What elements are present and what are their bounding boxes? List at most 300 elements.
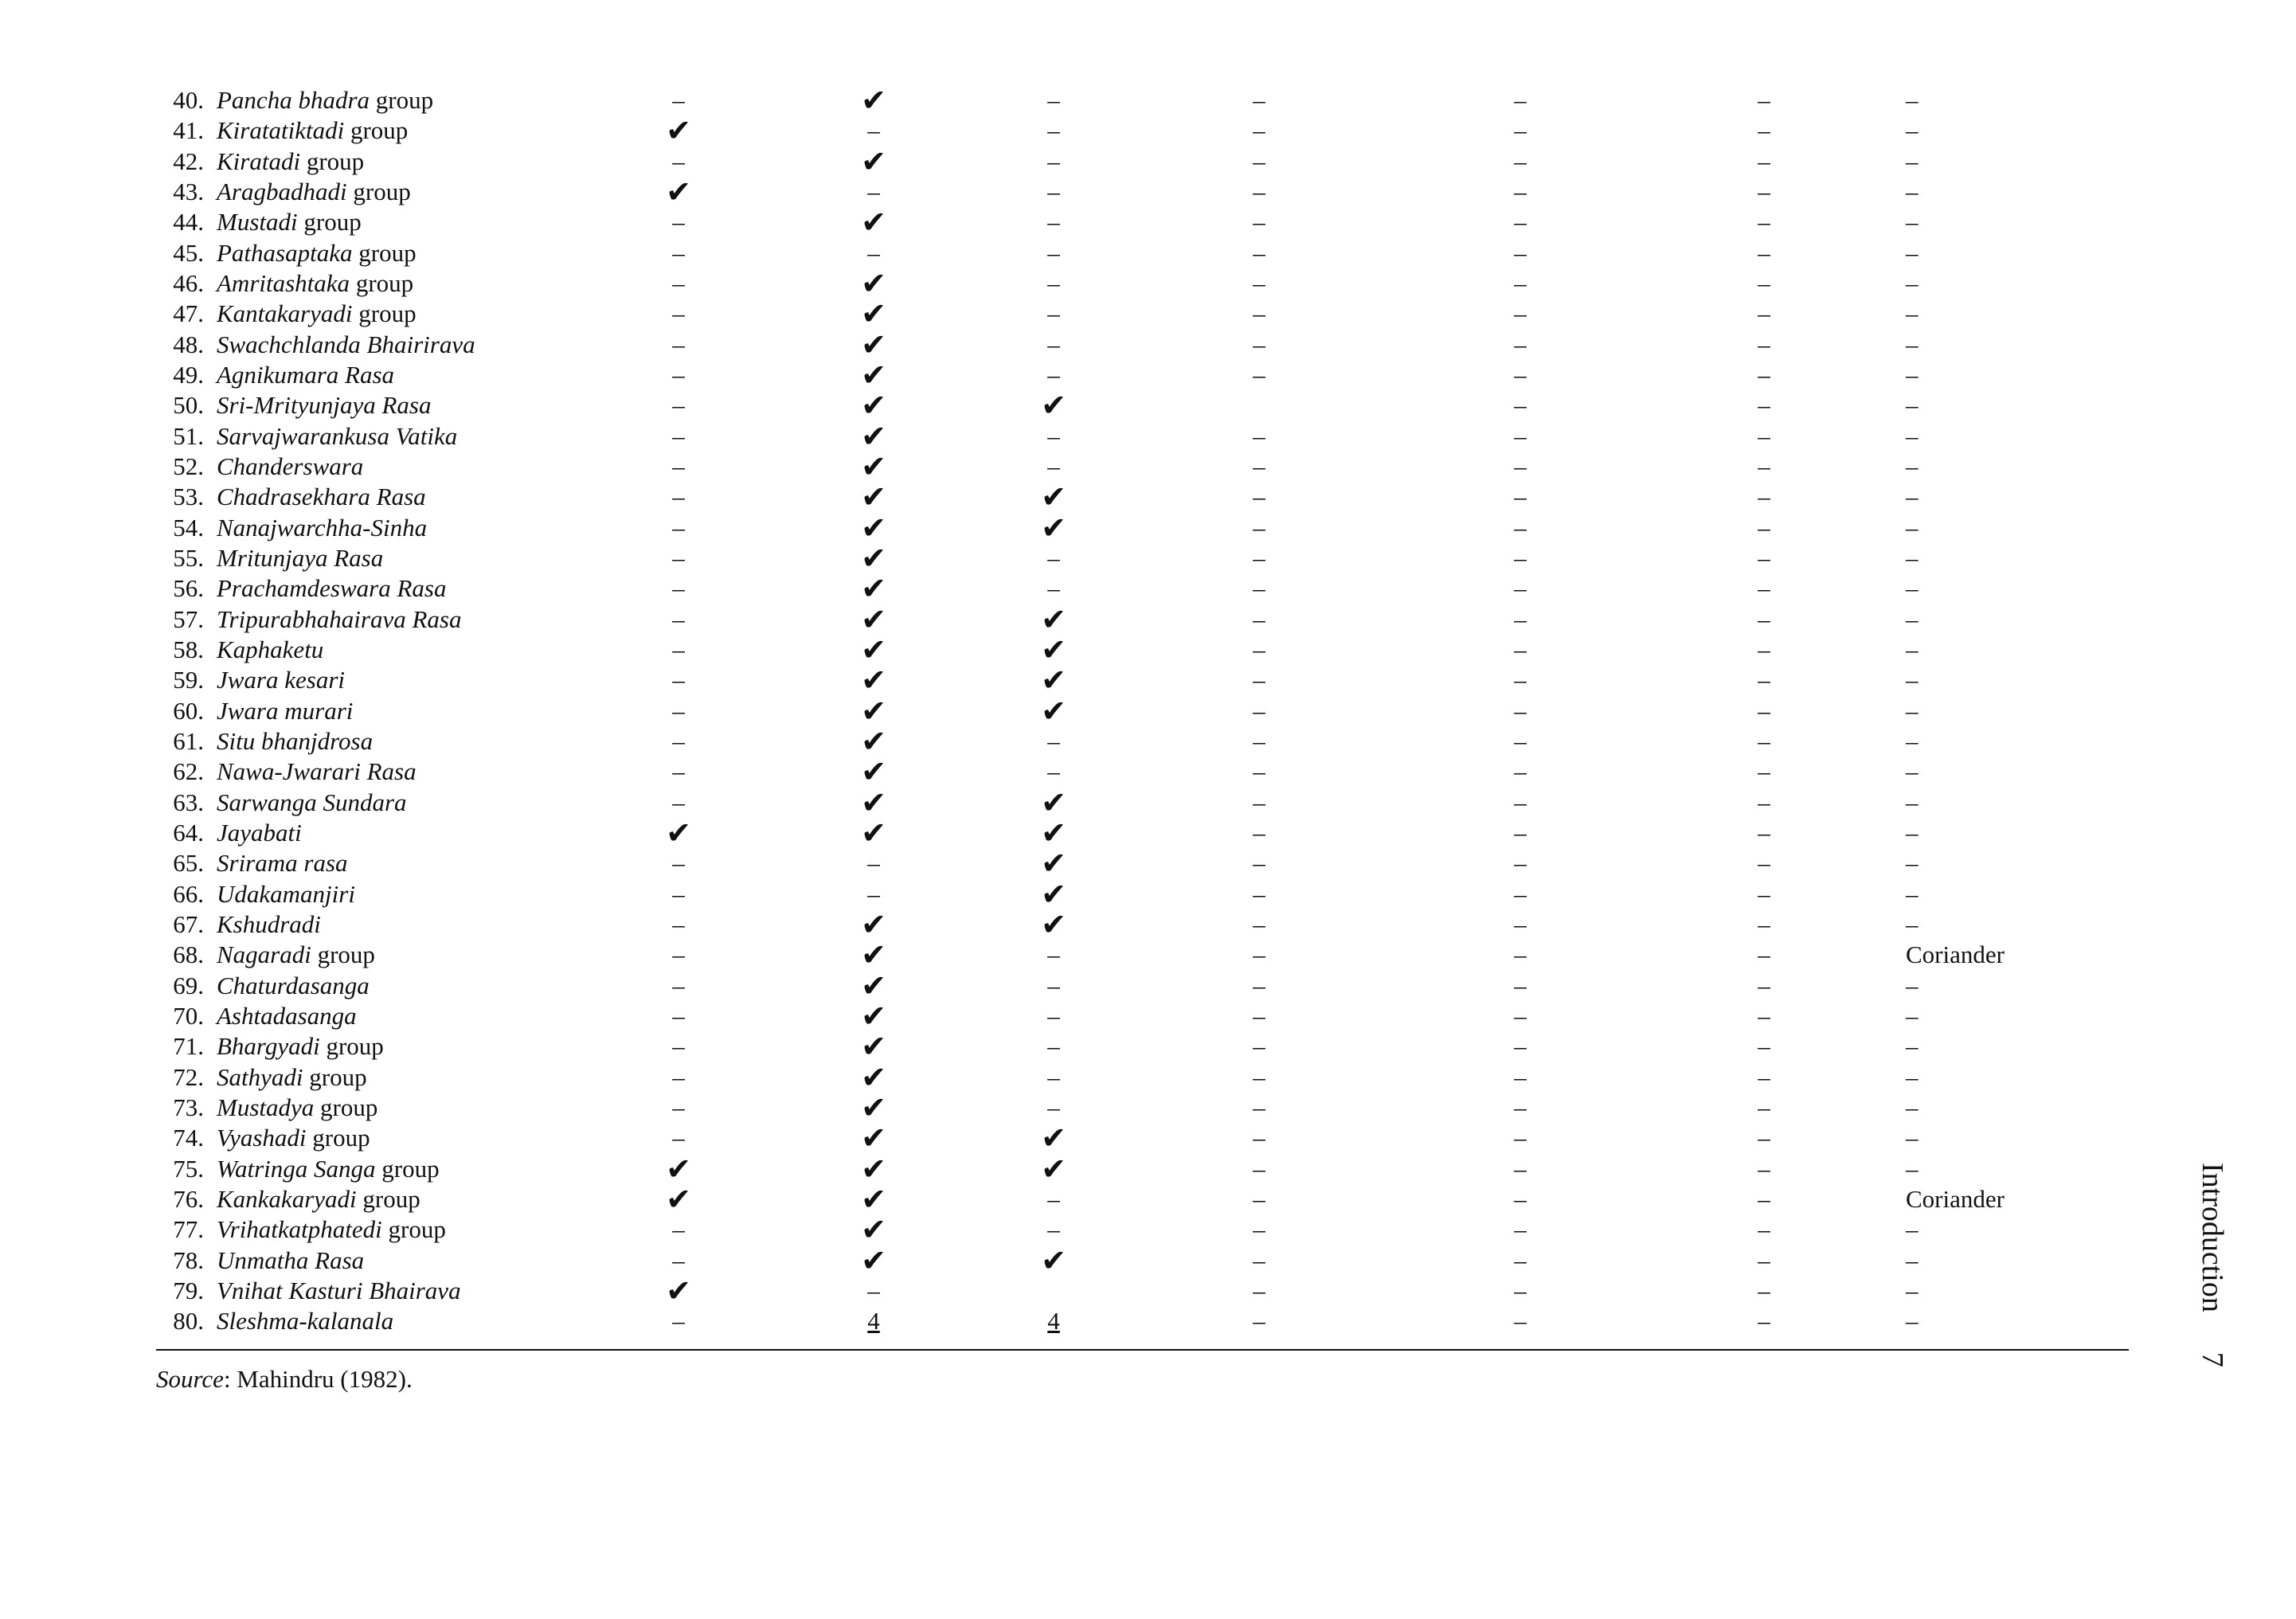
check-icon: ✔ [861,693,886,729]
table-cell: – [1514,1307,1527,1335]
table-cell: – [1514,879,1527,908]
table-cell: – [672,574,685,603]
table-cell: – [672,513,685,542]
preparation-name [217,1031,384,1062]
table-cell: – [1047,208,1060,237]
table-cell: – [672,452,685,480]
source-note [156,1363,413,1395]
row-number: 54. [173,513,204,542]
table-cell: – [1758,1154,1770,1183]
preparation-name [217,452,363,482]
preparation-name-italic: Swachchlanda Bhairirava [217,330,475,358]
check-icon: ✔ [861,448,886,484]
table-cell: – [672,330,685,358]
table-row [0,754,2296,790]
check-icon: ✔ [1041,479,1066,515]
table-cell: – [1253,604,1265,633]
table-cell: – [1047,421,1060,450]
row-number: 46. [173,268,204,297]
table-cell: – [1758,696,1770,725]
preparation-name [217,238,417,268]
preparation-name-italic: Mustadi [217,208,298,237]
table-cell: – [1047,116,1060,145]
check-icon: ✔ [861,601,886,637]
table-cell: – [1514,116,1527,145]
table-cell: – [1047,238,1060,267]
table-cell: – [1514,177,1527,205]
table-cell: – [1758,1124,1770,1152]
table-cell: – [1047,1093,1060,1121]
row-number: 43. [173,177,204,205]
table-cell: – [1906,147,1919,175]
preparation-name [217,818,302,848]
table-cell: – [672,1062,685,1091]
check-icon: ✔ [1041,510,1066,546]
row-number: 72. [173,1062,204,1091]
table-cell: – [1514,1154,1527,1183]
check-icon: ✔ [1041,601,1066,637]
row-number: 57. [173,604,204,633]
table-cell: – [1253,666,1265,694]
table-cell: – [1253,86,1265,114]
row-number: 79. [173,1276,204,1304]
preparation-name-italic: Jwara kesari [217,666,346,694]
table-cell: – [1758,1307,1770,1335]
row-number: 60. [173,696,204,725]
preparation-name-italic: Sarwanga Sundara [217,788,407,816]
table-cell: – [1906,818,1919,847]
check-icon: ✔ [861,357,886,393]
check-icon: ✔ [1041,906,1066,942]
preparation-name [217,848,348,878]
preparation-name-italic: Jwara murari [217,696,354,725]
table-cell: – [1758,421,1770,450]
table-cell: – [1514,604,1527,633]
row-number: 67. [173,909,204,938]
preparation-name [217,299,417,329]
check-icon: ✔ [1041,693,1066,729]
table-cell: – [1906,604,1919,633]
preparation-name [217,115,408,146]
table-cell: – [1253,1215,1265,1244]
table-cell: – [1253,268,1265,297]
table-cell: – [1906,909,1919,938]
table-row [0,723,2296,759]
preparation-name [217,879,355,909]
table-cell: – [1514,208,1527,237]
table-cell: – [1514,543,1527,572]
table-cell: Coriander [1906,1184,2005,1213]
table-row [0,663,2296,698]
table-cell: – [1514,909,1527,938]
table-cell: – [672,1215,685,1244]
table-cell: – [1906,1154,1919,1183]
preparation-name-italic: Chanderswara [217,452,364,480]
row-number: 63. [173,788,204,816]
table-cell: – [1253,1062,1265,1091]
table-cell: – [1906,696,1919,725]
preparation-name-italic: Kshudradi [217,909,321,938]
table-cell: – [1514,360,1527,389]
check-icon: ✔ [1041,632,1066,667]
table-cell: – [1253,147,1265,175]
preparation-name-suffix: group [346,177,411,205]
table-cell: – [1514,86,1527,114]
table-row [0,83,2296,118]
table-cell: – [1758,849,1770,878]
row-number: 62. [173,757,204,786]
table-cell: – [1514,268,1527,297]
table-cell: – [1758,330,1770,358]
table-cell: – [1758,483,1770,511]
preparation-name-italic: Sri-Mrityunjaya Rasa [217,391,432,420]
table-cell: – [1758,666,1770,694]
preparation-name-italic: Amritashtaka [217,268,350,297]
table-row [0,418,2296,454]
check-icon: ✔ [861,1151,886,1187]
row-number: 70. [173,1001,204,1030]
preparation-name [217,268,413,299]
check-icon: ✔ [1041,663,1066,698]
table-cell: – [1253,1093,1265,1121]
preparation-name-suffix: group [356,1184,420,1213]
preparation-name [217,1276,461,1306]
table-cell: – [1047,299,1060,328]
table-cell: – [1047,941,1060,969]
table-cell: – [1906,1246,1919,1274]
table-row [0,632,2296,667]
table-row [0,815,2296,851]
table-cell: – [1906,1307,1919,1335]
table-cell: – [1514,635,1527,663]
table-row [0,143,2296,179]
check-icon: ✔ [666,1151,691,1187]
table-cell: – [672,360,685,389]
table-cell: – [1514,391,1527,420]
table-cell: – [1906,177,1919,205]
table-cell: – [672,604,685,633]
table-cell: – [672,696,685,725]
preparation-name-italic: Srirama rasa [217,849,348,878]
table-cell: – [1758,513,1770,542]
preparation-name-italic: Mustadya [217,1093,315,1121]
preparation-name-suffix: group [297,208,362,237]
table-cell: – [1514,1276,1527,1304]
table-cell: – [1253,788,1265,816]
preparation-name-italic: Pathasaptaka [217,238,353,267]
table-cell: – [672,971,685,999]
check-icon: ✔ [861,663,886,698]
table-cell: – [1514,238,1527,267]
table-row [0,510,2296,546]
preparation-name-suffix: group [311,941,375,969]
row-number: 55. [173,543,204,572]
row-number: 42. [173,147,204,175]
table-row [0,998,2296,1034]
table-cell: – [1758,360,1770,389]
source-label: Source [156,1365,224,1393]
preparation-name-italic: Ashtadasanga [217,1001,357,1030]
table-cell: – [1906,391,1919,420]
table-cell: – [1514,452,1527,480]
table-cell: – [672,726,685,755]
table-cell: – [1758,1246,1770,1274]
table-cell: – [1047,268,1060,297]
table-cell: – [672,1124,685,1152]
table-cell: – [672,299,685,328]
table-cell: – [1253,757,1265,786]
table-cell: – [867,177,880,205]
preparation-name-italic: Kantakaryadi [217,299,353,328]
check-icon: ✔ [1041,1120,1066,1156]
table-cell: – [1906,1001,1919,1030]
table-cell: – [1253,177,1265,205]
table-cell: – [1758,1032,1770,1061]
table-cell: – [1758,1276,1770,1304]
preparation-name-italic: Kiratatiktadi [217,116,345,145]
table-row [0,238,2296,268]
check-icon: ✔ [861,418,886,454]
preparation-name [217,85,433,115]
table-cell: – [1906,666,1919,694]
preparation-name-italic: Vyashadi [217,1124,307,1152]
table-row [0,876,2296,912]
table-cell: – [672,879,685,908]
table-cell: – [1906,1032,1919,1061]
preparation-name-italic: Udakamanjiri [217,879,355,908]
row-number: 49. [173,360,204,389]
table-cell: – [1514,1215,1527,1244]
check-icon: ✔ [861,632,886,667]
preparation-name [217,1123,370,1153]
table-cell: – [672,268,685,297]
table-cell: – [1906,421,1919,450]
table-cell: – [1253,1124,1265,1152]
table-cell: – [1514,1093,1527,1121]
check-icon: ✔ [861,296,886,332]
row-number: 80. [173,1307,204,1335]
table-cell: – [1514,513,1527,542]
table-cell: – [1514,1001,1527,1030]
table-cell: – [1047,726,1060,755]
preparation-name-suffix: group [375,1154,440,1183]
table-row [0,327,2296,362]
table-cell: – [1906,452,1919,480]
table-cell: – [1253,726,1265,755]
preparation-name [217,330,475,360]
preparation-name-italic: Kankakaryadi [217,1184,357,1213]
preparation-name-italic: Nawa-Jwarari Rasa [217,757,417,786]
table-cell: – [1758,726,1770,755]
table-cell: – [1906,86,1919,114]
table-cell: – [1047,330,1060,358]
preparation-name [217,909,321,940]
preparation-name-suffix: group [352,299,417,328]
table-cell: – [1758,177,1770,205]
table-cell: – [672,483,685,511]
table-cell: – [1253,818,1265,847]
preparation-name-italic: Vnihat Kasturi Bhairava [217,1276,461,1304]
preparation-name [217,147,364,177]
preparation-name [217,757,417,787]
table-cell: – [1906,238,1919,267]
table-cell: – [1906,330,1919,358]
table-cell: – [1253,1154,1265,1183]
row-number: 52. [173,452,204,480]
table-cell: – [1047,1001,1060,1030]
table-row [0,1212,2296,1248]
check-icon: ✔ [1041,784,1066,820]
table-row [0,174,2296,209]
table-row [0,540,2296,576]
check-icon: ✔ [861,510,886,546]
check-icon: ✔ [861,937,886,973]
table-cell: – [1047,543,1060,572]
row-number: 74. [173,1124,204,1152]
table-row [0,784,2296,820]
table-cell: – [672,1307,685,1335]
table-cell: – [672,147,685,175]
table-row [0,1242,2296,1278]
table-cell: – [867,849,880,878]
check-icon: ✔ [861,327,886,362]
preparation-name [217,573,446,604]
preparation-name [217,1093,377,1123]
table-cell: – [1514,1246,1527,1274]
preparation-name-italic: Sathyadi [217,1062,303,1091]
table-cell: – [1906,1276,1919,1304]
table-cell: – [1047,177,1060,205]
preparation-name-suffix: group [314,1093,378,1121]
table-cell: – [672,788,685,816]
check-icon: ✔ [861,1089,886,1125]
check-icon: ✔ [1041,876,1066,912]
table-cell: – [1906,268,1919,297]
preparation-name [217,604,461,635]
preparation-name-italic: Tripurabhahairava Rasa [217,604,462,633]
table-cell: Coriander [1906,941,2005,969]
table-cell: – [1514,1032,1527,1061]
preparation-name-italic: Situ bhanjdrosa [217,726,374,755]
table-cell: – [1047,574,1060,603]
table-cell: – [672,421,685,450]
table-cell: – [1253,574,1265,603]
preparation-name-suffix: group [370,86,434,114]
table-cell: – [1253,1032,1265,1061]
preparation-name-italic: Agnikumara Rasa [217,360,395,389]
table-cell: – [1253,543,1265,572]
table-cell: – [1906,1062,1919,1091]
table-cell: – [1758,1184,1770,1213]
table-cell: – [1758,268,1770,297]
table-row [0,1120,2296,1156]
preparation-name-suffix: group [306,1124,370,1152]
table-cell: – [1758,1001,1770,1030]
table-row [0,937,2296,973]
preparation-name-suffix: group [344,116,409,145]
table-cell: – [1906,208,1919,237]
table-cell: – [1253,360,1265,389]
table-row [0,265,2296,301]
preparation-name-italic: Sarvajwarankusa Vatika [217,421,458,450]
check-icon: ✔ [861,1120,886,1156]
preparation-name-italic: Jayabati [217,818,302,847]
check-icon: ✔ [861,784,886,820]
source-text: : Mahindru (1982). [223,1365,413,1393]
preparation-name-italic: Prachamdeswara Rasa [217,574,447,603]
running-head [2195,1163,2230,1367]
preparation-name [217,207,362,237]
preparation-name [217,1154,440,1184]
table-cell: – [1514,483,1527,511]
table-cell: – [1253,971,1265,999]
table-cell: – [1514,666,1527,694]
row-number: 65. [173,849,204,878]
table-cell: – [1758,116,1770,145]
table-cell: 4 [1047,1307,1060,1335]
check-icon: ✔ [861,723,886,759]
preparation-name [217,1246,364,1276]
table-cell: – [1253,299,1265,328]
table-cell: – [1514,726,1527,755]
table-row [0,1306,2296,1336]
preparation-name [217,1214,446,1245]
table-cell: – [1253,1276,1265,1304]
table-cell: – [1514,1124,1527,1152]
table-cell: – [1906,1124,1919,1152]
table-cell: – [1906,879,1919,908]
preparation-name-italic: Unmatha Rasa [217,1246,365,1274]
preparation-name [217,482,426,512]
check-icon: ✔ [666,113,691,149]
preparation-name [217,971,370,1001]
table-cell: – [672,1246,685,1274]
table-cell: – [1047,360,1060,389]
running-head-title: Introduction [2196,1163,2229,1312]
table-cell: – [1253,1001,1265,1030]
preparation-name-italic: Kiratadi [217,147,301,175]
table-cell: – [1906,1093,1919,1121]
row-number: 47. [173,299,204,328]
check-icon: ✔ [861,1181,886,1217]
preparation-name [217,1306,393,1336]
table-cell: – [672,86,685,114]
table-cell: – [1253,879,1265,908]
table-cell: – [1758,879,1770,908]
table-cell: – [672,635,685,663]
row-number: 41. [173,116,204,145]
check-icon: ✔ [861,1242,886,1278]
check-icon: ✔ [861,998,886,1034]
table-row [0,1089,2296,1125]
table-row [0,1273,2296,1308]
table-cell: 4 [867,1307,880,1335]
row-number: 53. [173,483,204,511]
table-cell: – [1758,909,1770,938]
table-row [0,1029,2296,1065]
preparation-name-suffix: group [352,238,417,267]
table-cell: – [1514,818,1527,847]
table-cell: – [672,1093,685,1121]
check-icon: ✔ [1041,1151,1066,1187]
table-cell: – [1758,238,1770,267]
table-cell: – [1514,788,1527,816]
row-number: 59. [173,666,204,694]
table-cell: – [1906,299,1919,328]
table-row [0,1059,2296,1095]
table-cell: – [1906,543,1919,572]
row-number: 44. [173,208,204,237]
